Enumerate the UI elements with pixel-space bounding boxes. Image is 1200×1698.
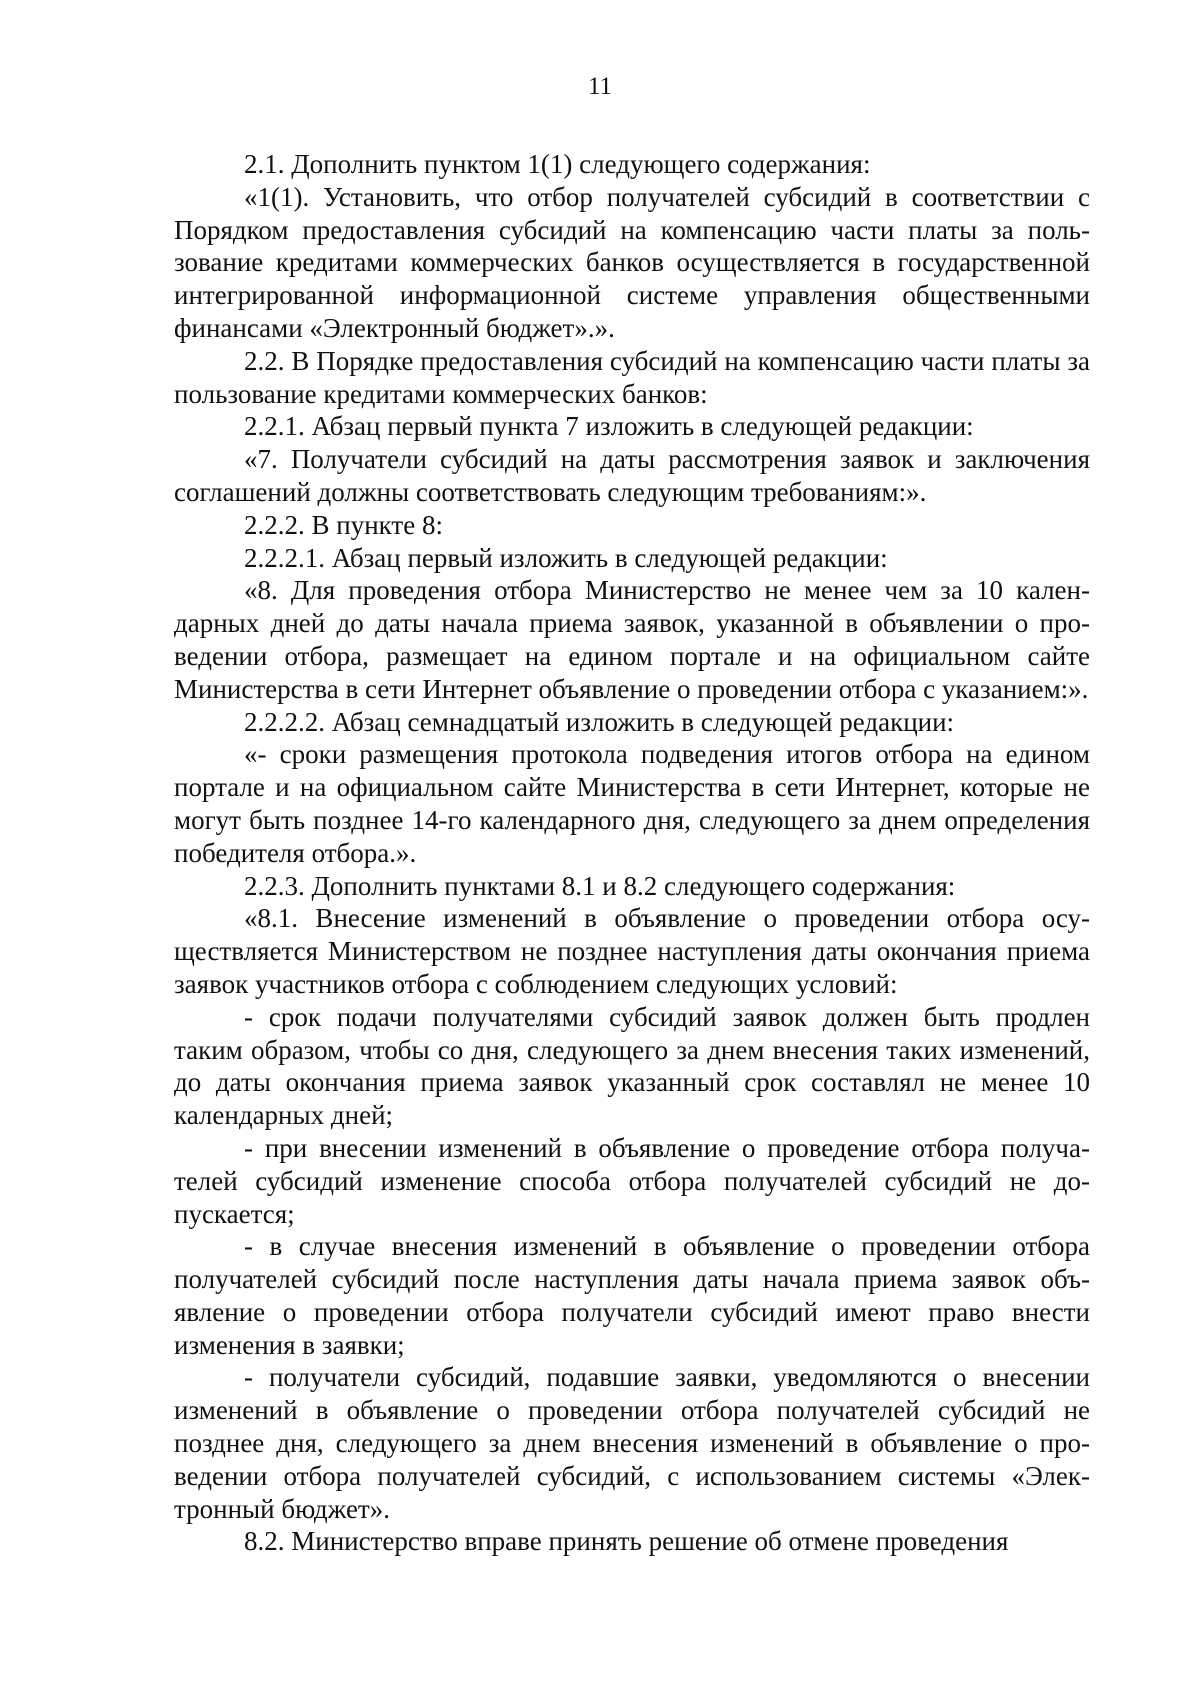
list-item-notification: - получатели субсидий, подавшие заявки, уведомляются о внесении изменений в объявление о проведении отбора получателей субсидий не позднее дня, следующего за днем внесения изменений в объявление о проведении отбора получателей субсидий, с использованием системы «Электронный бюджет». — [174, 1362, 1090, 1524]
paragraph-2-2-2: 2.2.2. В пункте 8: — [244, 509, 443, 540]
document-body — [174, 148, 1090, 1558]
paragraph-2-2-1: 2.2.1. Абзац первый пункта 7 изложить в следующей редакции: — [244, 411, 974, 442]
paragraph-deadline-quote: «- сроки размещения протокола подведения итогов отбора на едином портале и на официальном сайте Министерства в сети Интернет, которые не могут быть позднее 14-го календарного дня, следующего за днем определения победителя отбора.». — [174, 739, 1090, 868]
list-item-deadline-extension: - срок подачи получателями субсидий заявок должен быть продлен таким образом, чтобы со дня, следующего за днем внесения таких изменений, до даты окончания приема заявок указанный срок составлял не менее 10 календарных дней; — [174, 1001, 1090, 1131]
paragraph-2-2-2-1: 2.2.2.1. Абзац первый изложить в следующей редакции: — [244, 542, 888, 573]
list-item-application-changes: - в случае внесения изменений в объявление о проведении отбора получателей субсидий после наступления даты начала приема заявок объявление о проведении отбора получатели субсидий имеют право внести изменения в заявки; — [174, 1231, 1090, 1360]
paragraph-7-quote: «7. Получатели субсидий на даты рассмотрения заявок и заключения соглашений должны соответствовать следующим требованиям:». — [174, 444, 1090, 507]
paragraph-8-quote: «8. Для проведения отбора Министерство не менее чем за 10 календарных дней до даты начала приема заявок, указанной в объявлении о проведении отбора, размещает на едином портале и на официальном сайте Министерства в сети Интернет объявление о проведении отбора с указанием:». — [174, 575, 1090, 704]
paragraph-1-1-quote: «1(1). Установить, что отбор получателей субсидий в соответствии с Порядком предоставления субсидий на компенсацию части платы за пользование кредитами коммерческих банков осуществляется в государственной интегрированной информационной системе управления общественными финансами «Электронный бюджет».». — [174, 181, 1090, 343]
list-item-method-change: - при внесении изменений в объявление о проведение отбора получателей субсидий изменение способа отбора получателей субсидий не допускается; — [174, 1132, 1090, 1229]
paragraph-2-2-3: 2.2.3. Дополнить пунктами 8.1 и 8.2 следующего содержания: — [244, 870, 956, 901]
paragraph-2-2: 2.2. В Порядке предоставления субсидий на компенсацию части платы за пользование кредитами коммерческих банков: — [174, 345, 1090, 409]
paragraph-8-2: 8.2. Министерство вправе принять решение об отмене проведения — [244, 1526, 1009, 1557]
page-number: 11 — [587, 73, 613, 100]
paragraph-2-1: 2.1. Дополнить пунктом 1(1) следующего содержания: — [244, 149, 871, 179]
paragraph-8-1-quote: «8.1. Внесение изменений в объявление о проведении отбора осуществляется Министерством не позднее наступления даты окончания приема заявок участников отбора с соблюдением следующих условий: — [174, 903, 1090, 999]
paragraph-2-2-2-2: 2.2.2.2. Абзац семнадцатый изложить в следующей редакции: — [244, 706, 955, 737]
